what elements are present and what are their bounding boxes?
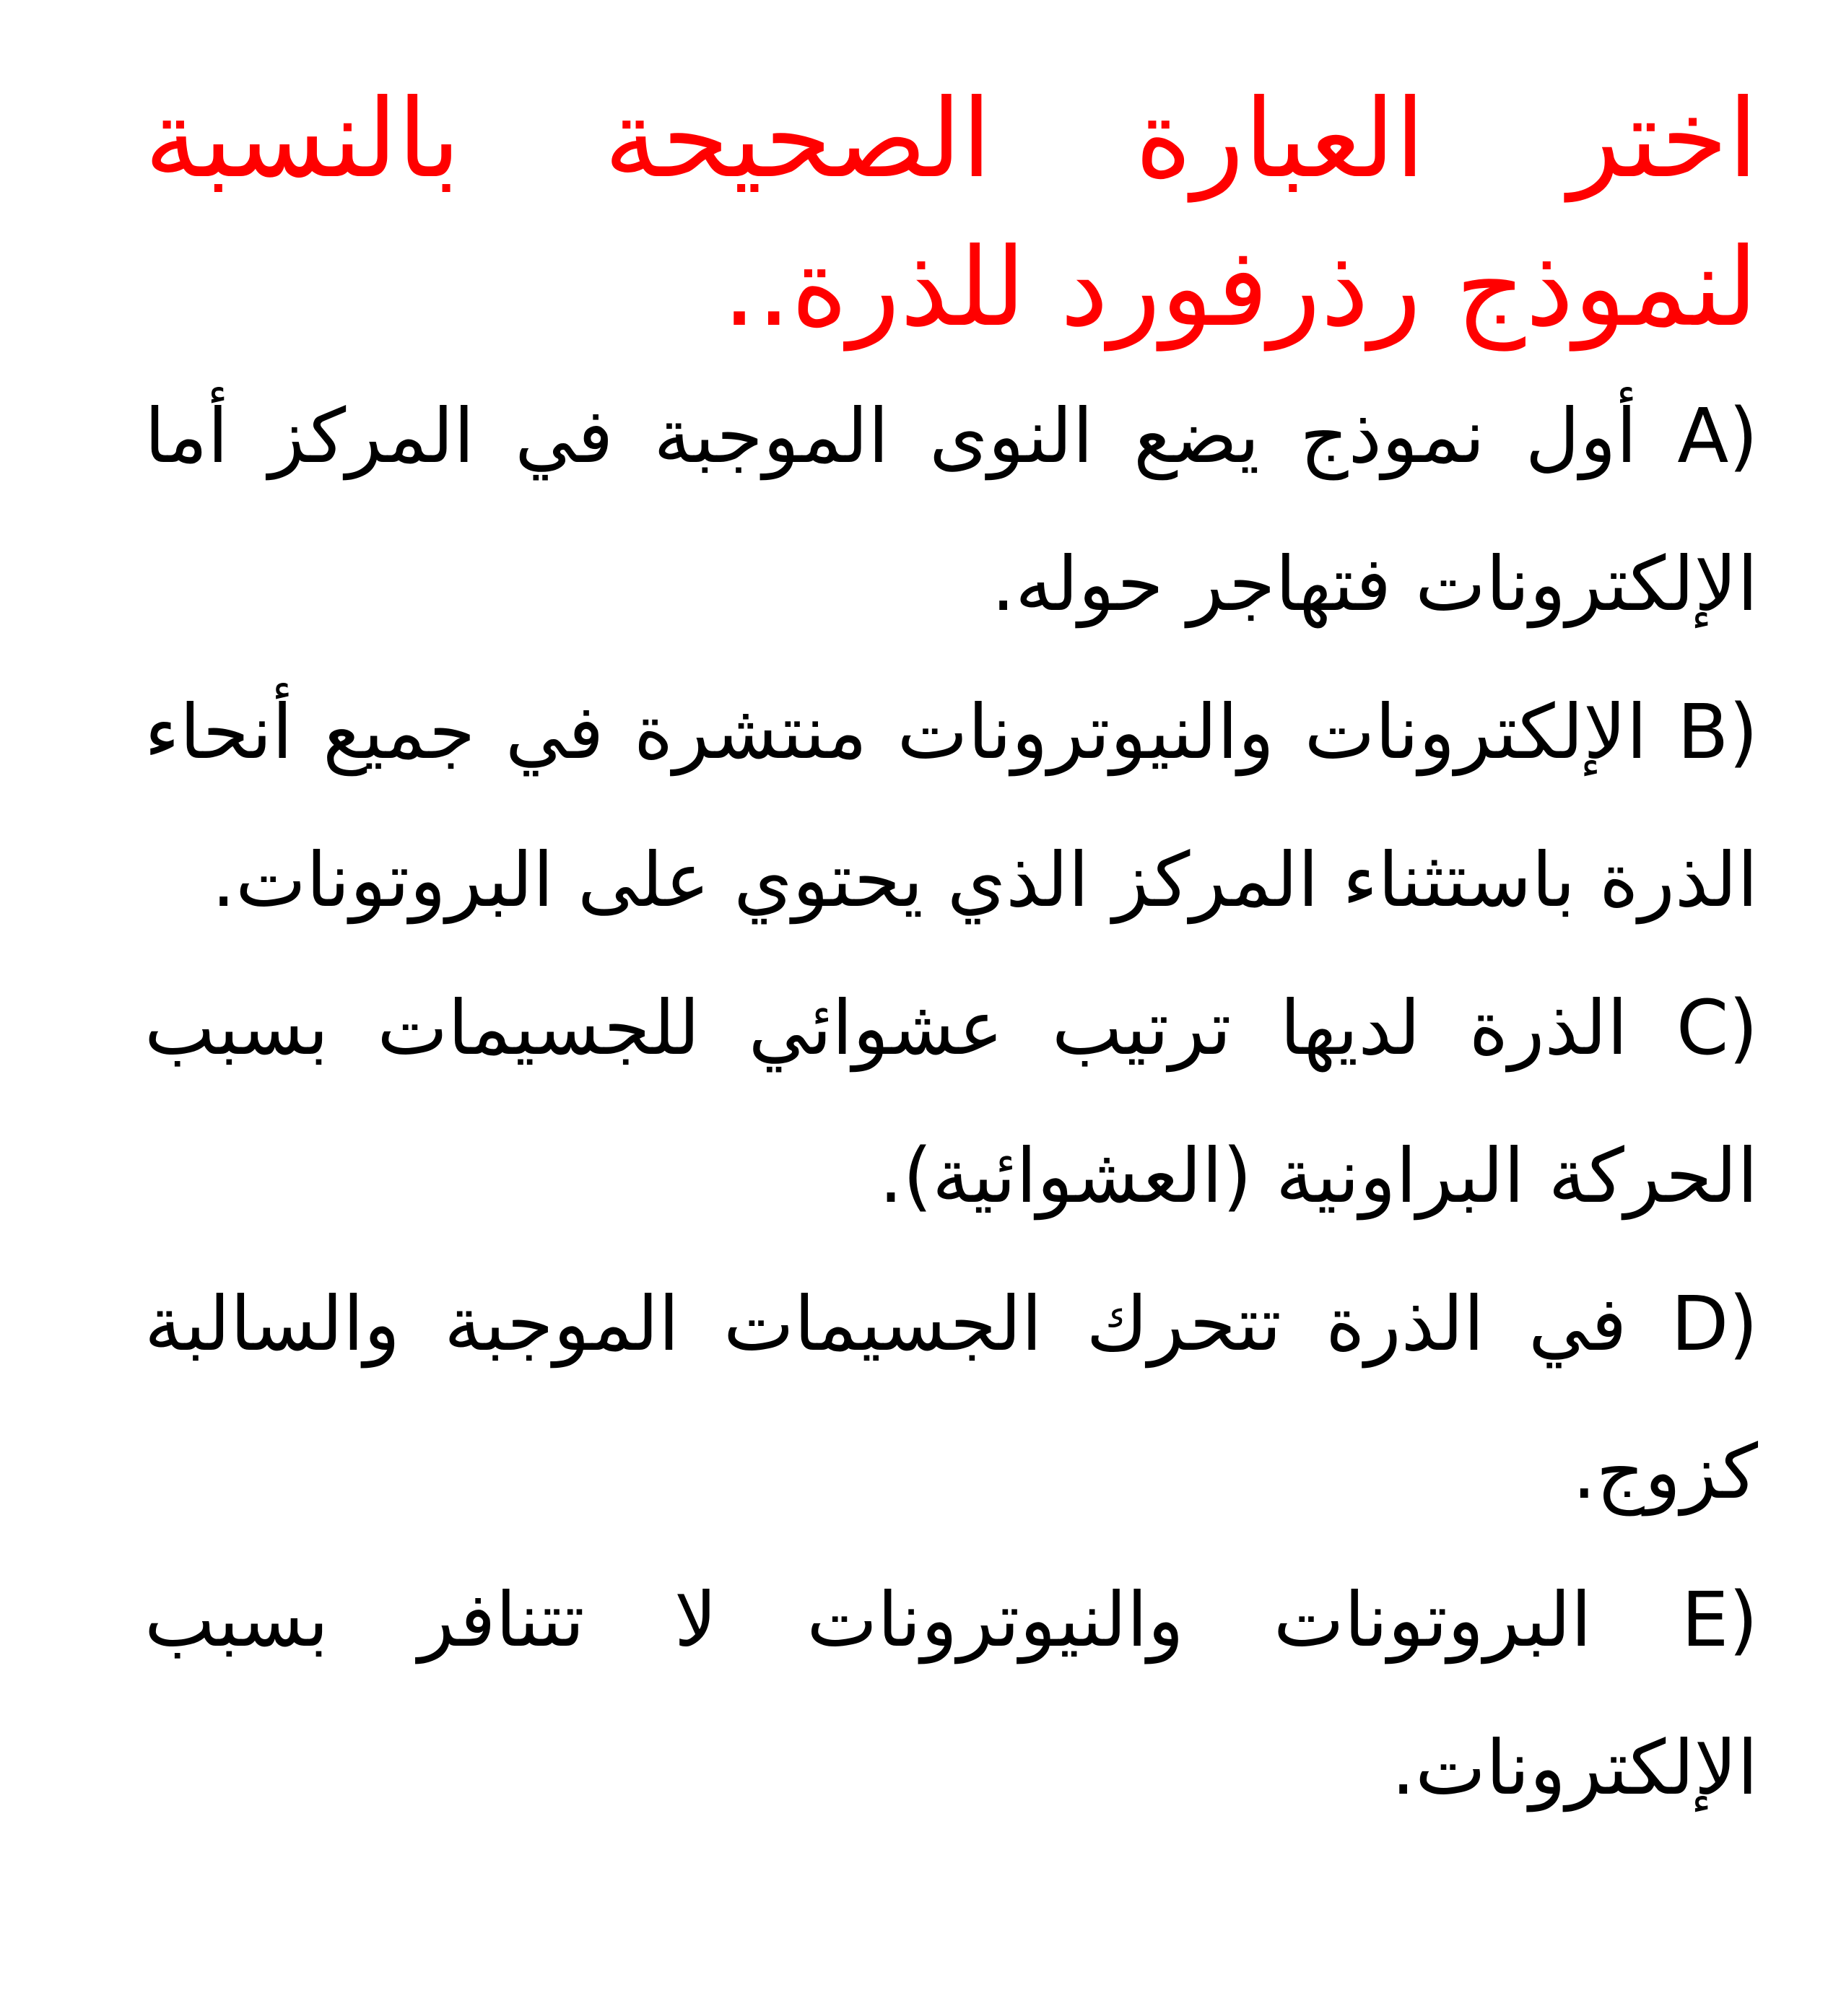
question-title: اختر العبارة الصحيحة بالنسبة لنموذج رذرفورد للذرة..: [144, 77, 1758, 351]
option-c[interactable]: [144, 954, 1758, 1250]
option-b[interactable]: [144, 658, 1758, 954]
option-e-letter: E): [1681, 1576, 1759, 1664]
option-e-text: البروتونات والنيوترونات لا تتنافر بسبب الإلكترونات.: [144, 1576, 1758, 1812]
option-b-letter: B): [1677, 688, 1759, 776]
option-e[interactable]: [144, 1546, 1758, 1842]
question-slide: [144, 65, 1758, 1842]
answer-options: [144, 362, 1758, 1842]
option-d-letter: D): [1671, 1280, 1758, 1368]
option-d-text: في الذرة تتحرك الجسيمات الموجبة والسالبة كزوج.: [144, 1280, 1758, 1516]
option-a-text: أول نموذج يضع النوى الموجبة في المركز أما الإلكترونات فتهاجر حوله.: [144, 392, 1758, 628]
option-c-letter: C): [1676, 984, 1758, 1072]
option-a[interactable]: [144, 362, 1758, 658]
option-a-letter: A): [1677, 392, 1758, 480]
option-b-text: الإلكترونات والنيوترونات منتشرة في جميع أنحاء الذرة باستثناء المركز الذي يحتوي على البروتونات.: [144, 688, 1758, 924]
option-c-text: الذرة لديها ترتيب عشوائي للجسيمات بسبب الحركة البراونية (العشوائية).: [144, 984, 1758, 1220]
option-d[interactable]: [144, 1250, 1758, 1546]
